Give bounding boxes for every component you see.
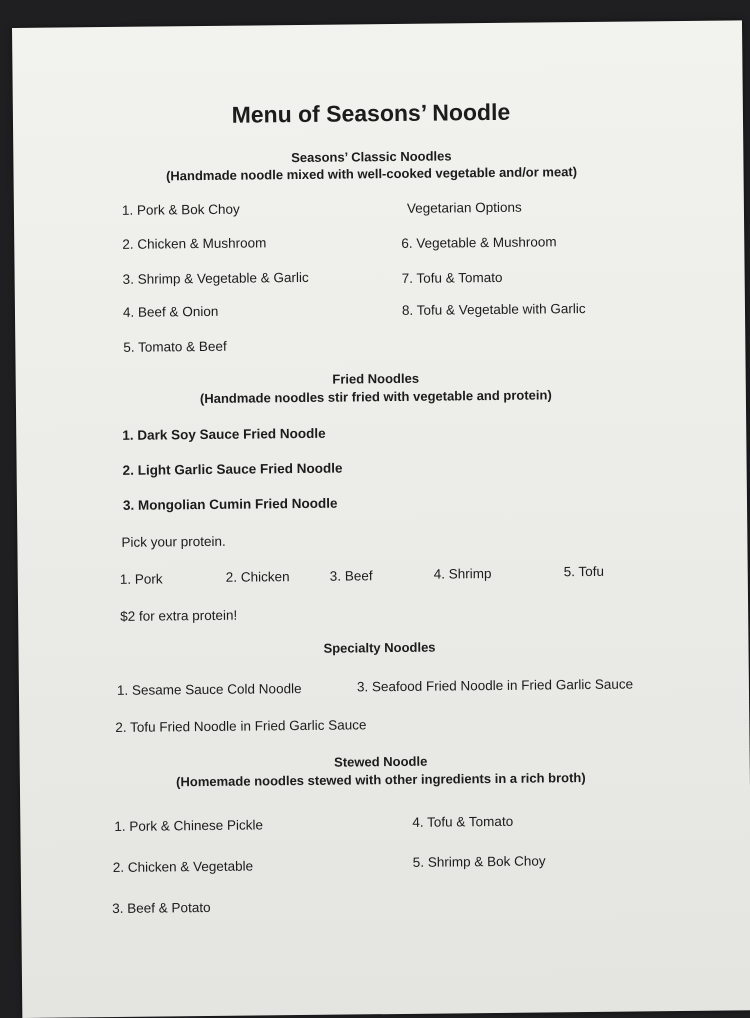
- menu-title: Menu of Seasons’ Noodle: [231, 98, 511, 128]
- fried-subheading: (Handmade noodles stir fried with vegetable and protein): [199, 387, 552, 407]
- fried-item: 1. Dark Soy Sauce Fried Noodle: [122, 425, 326, 443]
- stewed-item: 4. Tofu & Tomato: [412, 813, 514, 830]
- specialty-item: 3. Seafood Fried Noodle in Fried Garlic Sauce: [356, 676, 634, 695]
- fried-item: 3. Mongolian Cumin Fried Noodle: [122, 495, 338, 513]
- fried-item: 2. Light Garlic Sauce Fried Noodle: [122, 460, 343, 478]
- stewed-heading: Stewed Noodle: [334, 753, 428, 770]
- specialty-item: 2. Tofu Fried Noodle in Fried Garlic Sauce: [115, 717, 367, 735]
- fried-heading: Fried Noodles: [332, 370, 420, 387]
- menu-paper: [12, 20, 750, 1018]
- stewed-item: 2. Chicken & Vegetable: [112, 858, 254, 875]
- classic-subheading: (Handmade noodle mixed with well-cooked vegetable and/or meat): [165, 164, 578, 184]
- classic-item: 2. Chicken & Mushroom: [122, 235, 267, 252]
- classic-heading: Seasons’ Classic Noodles: [291, 148, 452, 166]
- pick-protein-label: Pick your protein.: [121, 533, 226, 550]
- protein-option: 3. Beef: [329, 568, 373, 584]
- protein-option: 5. Tofu: [563, 563, 605, 580]
- classic-item: 3. Shrimp & Vegetable & Garlic: [122, 269, 309, 287]
- classic-item: 4. Beef & Onion: [122, 303, 219, 320]
- classic-item: 1. Pork & Bok Choy: [121, 201, 240, 218]
- stewed-item: 5. Shrimp & Bok Choy: [412, 853, 546, 870]
- vegetarian-heading: Vegetarian Options: [406, 199, 522, 216]
- protein-option: 1. Pork: [119, 571, 163, 587]
- protein-option: 2. Chicken: [225, 569, 290, 585]
- specialty-item: 1. Sesame Sauce Cold Noodle: [116, 681, 302, 698]
- vegetarian-item: 6. Vegetable & Mushroom: [401, 234, 557, 251]
- stewed-subheading: (Homemade noodles stewed with other ingredients in a rich broth): [176, 770, 586, 790]
- specialty-heading: Specialty Noodles: [323, 639, 436, 656]
- vegetarian-item: 8. Tofu & Vegetable with Garlic: [401, 301, 586, 318]
- vegetarian-item: 7. Tofu & Tomato: [401, 269, 503, 286]
- stewed-item: 1. Pork & Chinese Pickle: [114, 817, 264, 834]
- extra-protein-note: $2 for extra protein!: [120, 607, 238, 624]
- protein-option: 4. Shrimp: [433, 566, 492, 582]
- stewed-item: 3. Beef & Potato: [112, 899, 211, 916]
- classic-item: 5. Tomato & Beef: [123, 338, 227, 355]
